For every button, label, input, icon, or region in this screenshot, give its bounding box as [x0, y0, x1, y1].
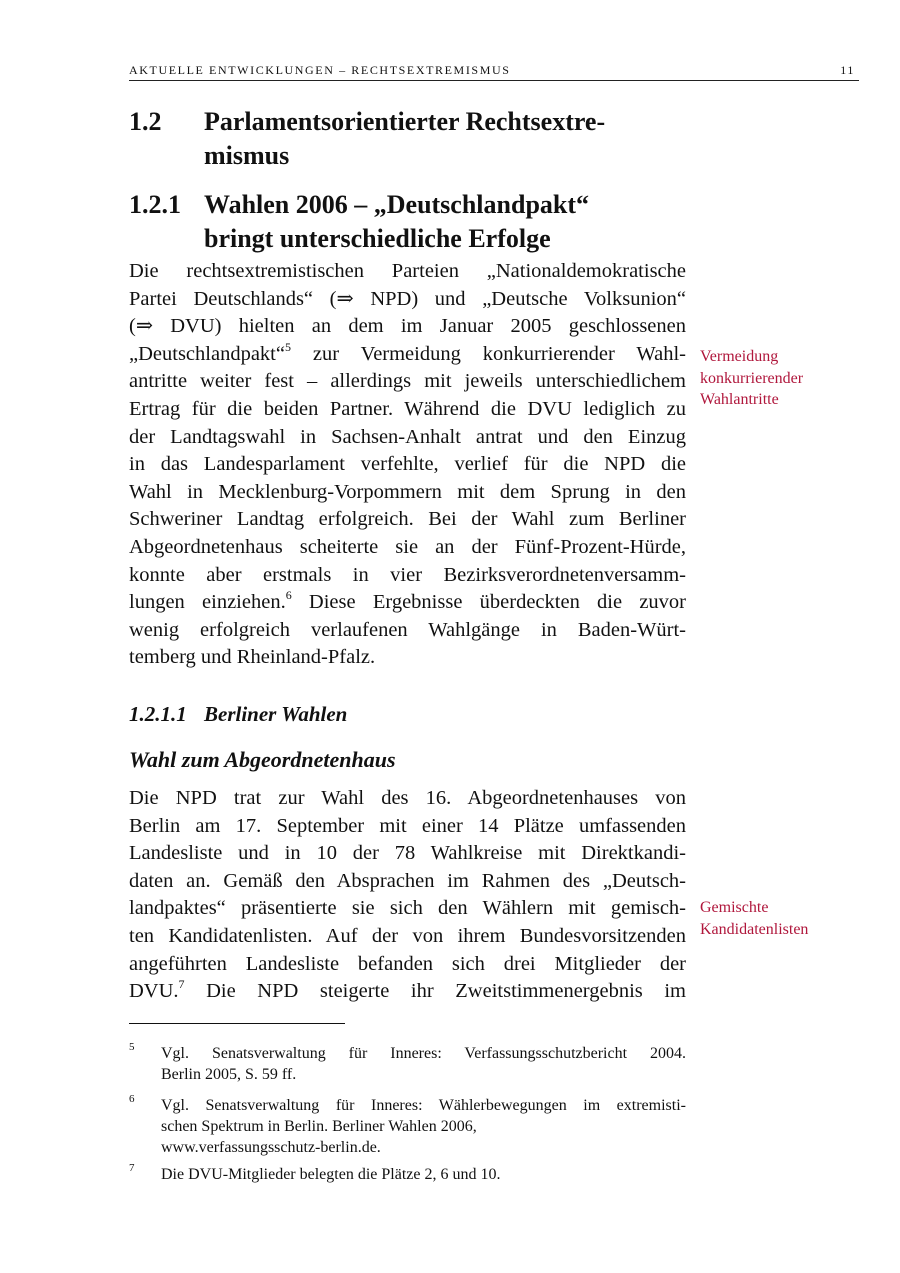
paragraph-line: (⇒ DVU) hielten an dem im Januar 2005 geschlossenen [129, 315, 686, 338]
paragraph-line: landpaktes“ präsentierte sie sich den Wählern mit gemisch- [129, 897, 686, 920]
paragraph-line: Schweriner Landtag erfolgreich. Bei der Wahl zum Berliner [129, 508, 686, 531]
marginal-note-2 [700, 897, 860, 940]
subsection-title-line2: bringt unterschiedliche Erfolge [204, 224, 551, 253]
marginal-note-line: Gemischte [700, 899, 769, 916]
paragraph-line: konnte aber erstmals in vier Bezirksverordnetenversamm- [129, 563, 686, 586]
marginal-note-line: Wahlantritte [700, 391, 779, 408]
footnote-number: 6 [129, 1093, 135, 1105]
paragraph-line [129, 589, 686, 617]
paragraph-1 [129, 258, 686, 672]
paragraph-line: Ertrag für die beiden Partner. Während die DVU lediglich zu [129, 397, 686, 420]
footnote-line: Berlin 2005, S. 59 ff. [161, 1066, 297, 1083]
paragraph-line: Partei Deutschlands“ (⇒ NPD) und „Deutsche Volksunion“ [129, 287, 686, 310]
paragraph-line-part: zur Vermeidung konkurrierender Wahl- [290, 342, 686, 365]
footnote-line: Vgl. Senatsverwaltung für Inneres: Wählerbewegungen im extremisti- [161, 1097, 686, 1114]
footnote-text [161, 1095, 686, 1158]
paragraph-line: Abgeordnetenhaus scheiterte sie an der Fünf-Prozent-Hürde, [129, 535, 686, 558]
marginal-note-1 [700, 346, 860, 411]
footnote-ref-6[interactable]: 6 [285, 588, 292, 603]
paragraph-line [129, 978, 686, 1006]
subsection-title [204, 188, 724, 256]
paragraph-line-part: DVU. [129, 980, 179, 1003]
marginal-note-line: Vermeidung [700, 348, 779, 365]
marginal-note-line: Kandidatenlisten [700, 920, 809, 938]
subsubsection-number: 1.2.1.1 [129, 702, 187, 726]
subsection-number: 1.2.1 [129, 190, 181, 219]
paragraph-2 [129, 785, 686, 1006]
footnote-number: 7 [129, 1162, 135, 1174]
marginal-note-line: konkurrierender [700, 369, 804, 387]
paragraph-line-part: „Deutschlandpakt“ [129, 342, 285, 365]
footnote-number: 5 [129, 1041, 135, 1053]
paragraph-line: antritte weiter fest – allerdings mit jeweils unterschiedlichem [129, 370, 686, 393]
footnote-text [161, 1164, 686, 1185]
page-number: 11 [840, 63, 855, 77]
paragraph-line: Berlin am 17. September mit einer 14 Plätze umfassenden [129, 814, 686, 837]
footnote-link[interactable]: www.verfassungsschutz-berlin.de. [161, 1139, 381, 1156]
subsection-title-line1: Wahlen 2006 – „Deutschlandpakt“ [204, 190, 590, 219]
section-title-line1: Parlamentsorientierter Rechtsextre- [204, 107, 606, 136]
footnote-line: schen Spektrum in Berlin. Berliner Wahlen 2006, [161, 1118, 477, 1135]
running-head [129, 60, 859, 81]
paragraph-line: Landesliste und in 10 der 78 Wahlkreise mit Direktkandi- [129, 842, 686, 865]
subsubsection-title: Berliner Wahlen [204, 702, 348, 726]
footnote-text [161, 1043, 686, 1085]
paragraph-line: der Landtagswahl in Sachsen-Anhalt antrat und den Einzug [129, 425, 686, 448]
section-title [204, 105, 674, 173]
running-head-title: AKTUELLE ENTWICKLUNGEN – RECHTSEXTREMISMUS [129, 63, 511, 77]
paragraph-line [129, 341, 686, 369]
paragraph-line: Wahl in Mecklenburg-Vorpommern mit dem Sprung in den [129, 480, 686, 503]
paragraph-line: Die NPD trat zur Wahl des 16. Abgeordnetenhauses von [129, 787, 686, 809]
paragraph-line: in das Landesparlament verfehlte, verlief für die NPD die [129, 453, 686, 476]
paragraph-line: ten Kandidatenlisten. Auf der von ihrem Bundesvorsitzenden [129, 924, 686, 947]
footnote-line: Die DVU-Mitglieder belegten die Plätze 2, 6 und 10. [161, 1166, 501, 1183]
paragraph-line-part: Diese Ergebnisse überdeckten die zuvor [291, 591, 687, 614]
section-number: 1.2 [129, 107, 162, 136]
footnote-line: Vgl. Senatsverwaltung für Inneres: Verfassungsschutzbericht 2004. [161, 1045, 686, 1062]
subheading: Wahl zum Abgeordnetenhaus [129, 747, 396, 772]
paragraph-line-part: Die NPD steigerte ihr Zweitstimmenergebnis im [184, 980, 686, 1003]
paragraph-line: temberg und Rheinland-Pfalz. [129, 646, 376, 669]
section-title-line2: mismus [204, 141, 290, 170]
footnote-ref-7[interactable]: 7 [178, 977, 185, 992]
paragraph-line: angeführten Landesliste befanden sich drei Mitglieder der [129, 952, 686, 975]
paragraph-line: daten an. Gemäß den Absprachen im Rahmen des „Deutsch- [129, 869, 686, 892]
footnote-separator [129, 1023, 345, 1024]
paragraph-line-part: lungen einziehen. [129, 591, 286, 614]
paragraph-line: Die rechtsextremistischen Parteien „Nationaldemokratische [129, 260, 686, 282]
paragraph-line: wenig erfolgreich verlaufenen Wahlgänge in Baden-Würt- [129, 618, 686, 641]
footnote-ref-5[interactable]: 5 [284, 339, 291, 354]
